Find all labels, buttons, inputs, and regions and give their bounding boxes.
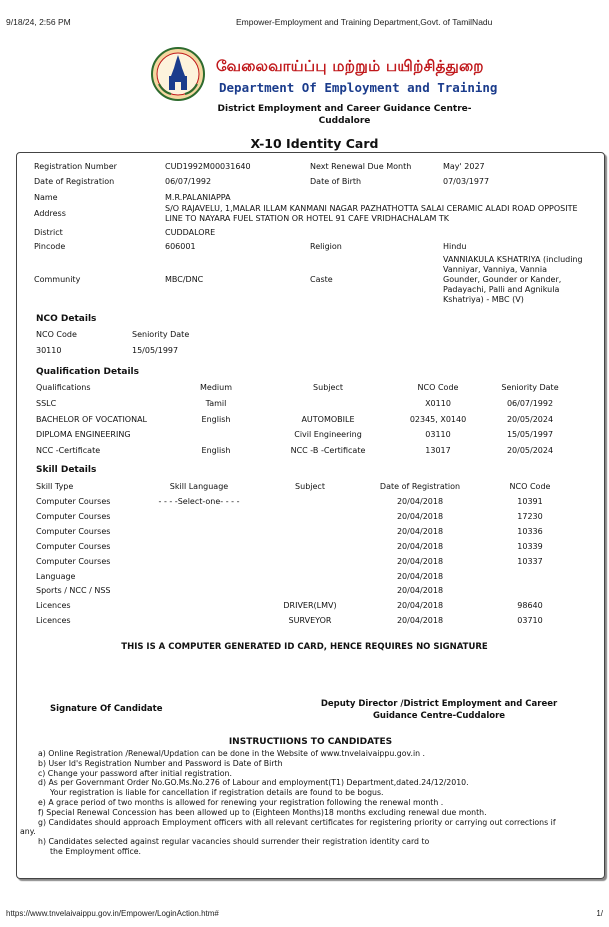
qualification-header-cell: Seniority Date	[501, 383, 559, 392]
qualification-cell: X0110	[425, 399, 451, 408]
computer-generated-notice: THIS IS A COMPUTER GENERATED ID CARD, HENCE REQUIRES NO SIGNATURE	[121, 642, 488, 652]
qualification-cell: Civil Engineering	[294, 430, 362, 439]
qualification-cell: Tamil	[205, 399, 227, 408]
community-value: MBC/DNC	[165, 275, 204, 284]
qualification-cell: English	[201, 445, 231, 455]
officer-signature-label	[300, 698, 578, 722]
skill-cell: DRIVER(LMV)	[283, 601, 337, 611]
skill-cell: 20/04/2018	[396, 601, 444, 611]
caste-value: VANNIAKULA KSHATRIYA (including Vanniyar, Vanniya, Vannia Gounder, Gounder or Kander, Padayachi, Palli and Agnikula Kshatriya) - MBC (V)	[443, 255, 583, 304]
print-footer	[6, 909, 603, 918]
skill-header-cell: Skill Language	[169, 482, 229, 491]
skill-cell: 98640	[517, 601, 543, 611]
qualification-cell: DIPLOMA ENGINEERING	[36, 430, 131, 439]
qualification-cell: 20/05/2024	[506, 445, 554, 455]
centre-name-line1: District Employment and Career Guidance Centre-	[217, 104, 472, 114]
skill-cell: 10337	[517, 556, 543, 566]
instruction-item: any.	[20, 827, 36, 837]
page-number: 1/	[596, 909, 603, 918]
qualification-header-cell: Subject	[313, 383, 343, 392]
dob-label: Date of Birth	[310, 177, 362, 186]
instruction-item: the Employment office.	[50, 847, 142, 856]
qualification-cell: 20/05/2024	[506, 414, 554, 424]
skill-header-cell: Subject	[295, 482, 325, 491]
tamilnadu-emblem-icon	[151, 46, 205, 102]
caste-label: Caste	[310, 275, 333, 284]
nco-code-header: NCO Code	[36, 330, 77, 339]
instruction-item: a) Online Registration /Renewal/Updation can be done in the Website of www.tnvelaivaippu.gov.in .	[38, 749, 426, 758]
skill-cell: Computer Courses	[36, 497, 111, 506]
qualification-header-cell: Qualifications	[36, 383, 91, 392]
renewal-value: May' 2027	[443, 162, 485, 171]
instruction-item: b) User Id's Registration Number and Password is Date of Birth	[38, 758, 283, 768]
skill-cell: 20/04/2018	[396, 541, 444, 551]
skill-cell: Licences	[36, 616, 71, 626]
reg-no-value: CUD1992M00031640	[165, 162, 251, 171]
instruction-item: h) Candidates selected against regular vacancies should surrender their registration identity card to	[38, 837, 430, 847]
skill-header-cell: Date of Registration	[379, 482, 461, 491]
skill-cell: 20/04/2018	[396, 556, 444, 566]
qualification-header-cell: Medium	[200, 383, 232, 392]
address-label: Address	[34, 209, 66, 218]
print-page-title: Empower-Employment and Training Department,Govt. of TamilNadu	[236, 17, 493, 27]
instruction-item: f) Special Renewal Concession has been allowed up to (Eighteen Months)18 months excluding renewal due month.	[38, 807, 487, 817]
skill-cell: 20/04/2018	[396, 571, 444, 581]
name-value: M.R.PALANIAPPA	[165, 193, 231, 202]
qualification-cell: English	[201, 414, 231, 424]
nco-code-value: 30110	[36, 346, 62, 355]
district-label: District	[34, 228, 63, 237]
qualification-cell: AUTOMOBILE	[301, 414, 355, 424]
skill-cell: Licences	[36, 601, 71, 611]
skill-cell: 10339	[517, 541, 543, 551]
name-label: Name	[34, 193, 58, 202]
qualification-cell: 15/05/1997	[506, 430, 554, 439]
instruction-item: Your registration is liable for cancellation if registration details are found to be bogus.	[50, 788, 384, 798]
district-value: CUDDALORE	[165, 228, 216, 237]
skill-cell: - - - -Select-one- - - -	[158, 497, 240, 506]
skill-cell: 10391	[517, 497, 543, 506]
nco-seniority-value: 15/05/1997	[132, 346, 179, 355]
skill-header-cell: NCO Code	[509, 482, 551, 491]
officer-line1: Deputy Director /District Employment and Career	[320, 699, 558, 709]
skill-cell: Computer Courses	[36, 526, 111, 536]
qualification-cell: 13017	[425, 445, 451, 455]
instruction-item: g) Candidates should approach Employment officers with all relevant certificates for registering priority or carrying out corrections if	[38, 817, 556, 827]
qualification-section-title: Qualification Details	[36, 367, 139, 377]
page-url: https://www.tnvelaivaippu.gov.in/Empower/LoginAction.htm#	[6, 909, 219, 918]
instruction-item: c) Change your password after initial registration.	[38, 768, 232, 778]
skill-cell: Computer Courses	[36, 511, 111, 521]
dob-value: 07/03/1977	[443, 177, 490, 186]
skill-cell: 20/04/2018	[396, 526, 444, 536]
qualification-cell: 03110	[425, 430, 451, 439]
community-label: Community	[34, 275, 81, 284]
skill-cell: 03710	[517, 616, 543, 626]
religion-label: Religion	[310, 242, 342, 251]
skill-cell: Computer Courses	[36, 556, 111, 566]
qualification-cell: BACHELOR OF VOCATIONAL	[36, 414, 148, 424]
card-title: X-10 Identity Card	[250, 136, 379, 151]
skill-cell: Sports / NCC / NSS	[36, 586, 111, 596]
reg-no-label: Registration Number	[34, 162, 117, 171]
instructions-title: INSTRUCTIIONS TO CANDIDATES	[228, 737, 393, 747]
instruction-item: e) A grace period of two months is allowed for renewing your registration following the renewal month .	[38, 798, 444, 807]
pincode-label: Pincode	[34, 242, 66, 251]
print-date-time: 9/18/24, 2:56 PM	[6, 17, 71, 27]
instruction-item: d) As per Governmant Order No.GO.Ms.No.276 of Labour and employment(T1) Department,dated.24/12/2010.	[38, 778, 469, 788]
qualification-header-cell: NCO Code	[417, 383, 459, 392]
qualification-cell: SSLC	[36, 399, 57, 408]
skill-section-title: Skill Details	[36, 465, 97, 475]
renewal-label: Next Renewal Due Month	[310, 162, 412, 171]
reg-date-label: Date of Registration	[34, 177, 115, 186]
qualification-cell: 02345, X0140	[409, 414, 467, 424]
skill-cell: 10336	[517, 526, 543, 536]
skill-cell: Computer Courses	[36, 541, 111, 551]
skill-cell: SURVEYOR	[288, 616, 332, 626]
nco-seniority-header: Seniority Date	[132, 330, 190, 339]
nco-section-title: NCO Details	[36, 314, 97, 324]
skill-cell: 20/04/2018	[396, 616, 444, 626]
tamil-department-title: வேலைவாய்ப்பு மற்றும் பயிற்சித்துறை	[216, 57, 484, 75]
officer-line2: Guidance Centre-Cuddalore	[372, 711, 506, 721]
religion-value: Hindu	[443, 242, 467, 251]
department-title: Department Of Employment and Training	[219, 80, 498, 95]
centre-name-line2: Cuddalore	[318, 116, 371, 126]
pincode-value: 606001	[165, 242, 196, 251]
qualification-cell: 06/07/1992	[506, 399, 554, 408]
skill-header-cell: Skill Type	[36, 482, 74, 491]
candidate-signature-label: Signature Of Candidate	[50, 704, 163, 714]
skill-cell: 20/04/2018	[396, 497, 444, 506]
skill-cell: 17230	[517, 511, 543, 521]
skill-cell: 20/04/2018	[396, 586, 444, 596]
address-value: S/O RAJAVELU, 1,MALAR ILLAM KANMANI NAGAR PAZHATHOTTA SALAI CERAMIC ALADI ROAD OPPOSITE LINE TO NAYARA FUEL STATION OR HOTEL 91 CAFE VRIDHACHALAM TK	[165, 204, 578, 223]
qualification-cell: NCC -Certificate	[36, 445, 101, 455]
reg-date-value: 06/07/1992	[165, 177, 212, 186]
skill-cell: 20/04/2018	[396, 511, 444, 521]
qualification-cell: NCC -B -Certificate	[290, 445, 366, 455]
skill-cell: Language	[36, 571, 76, 581]
